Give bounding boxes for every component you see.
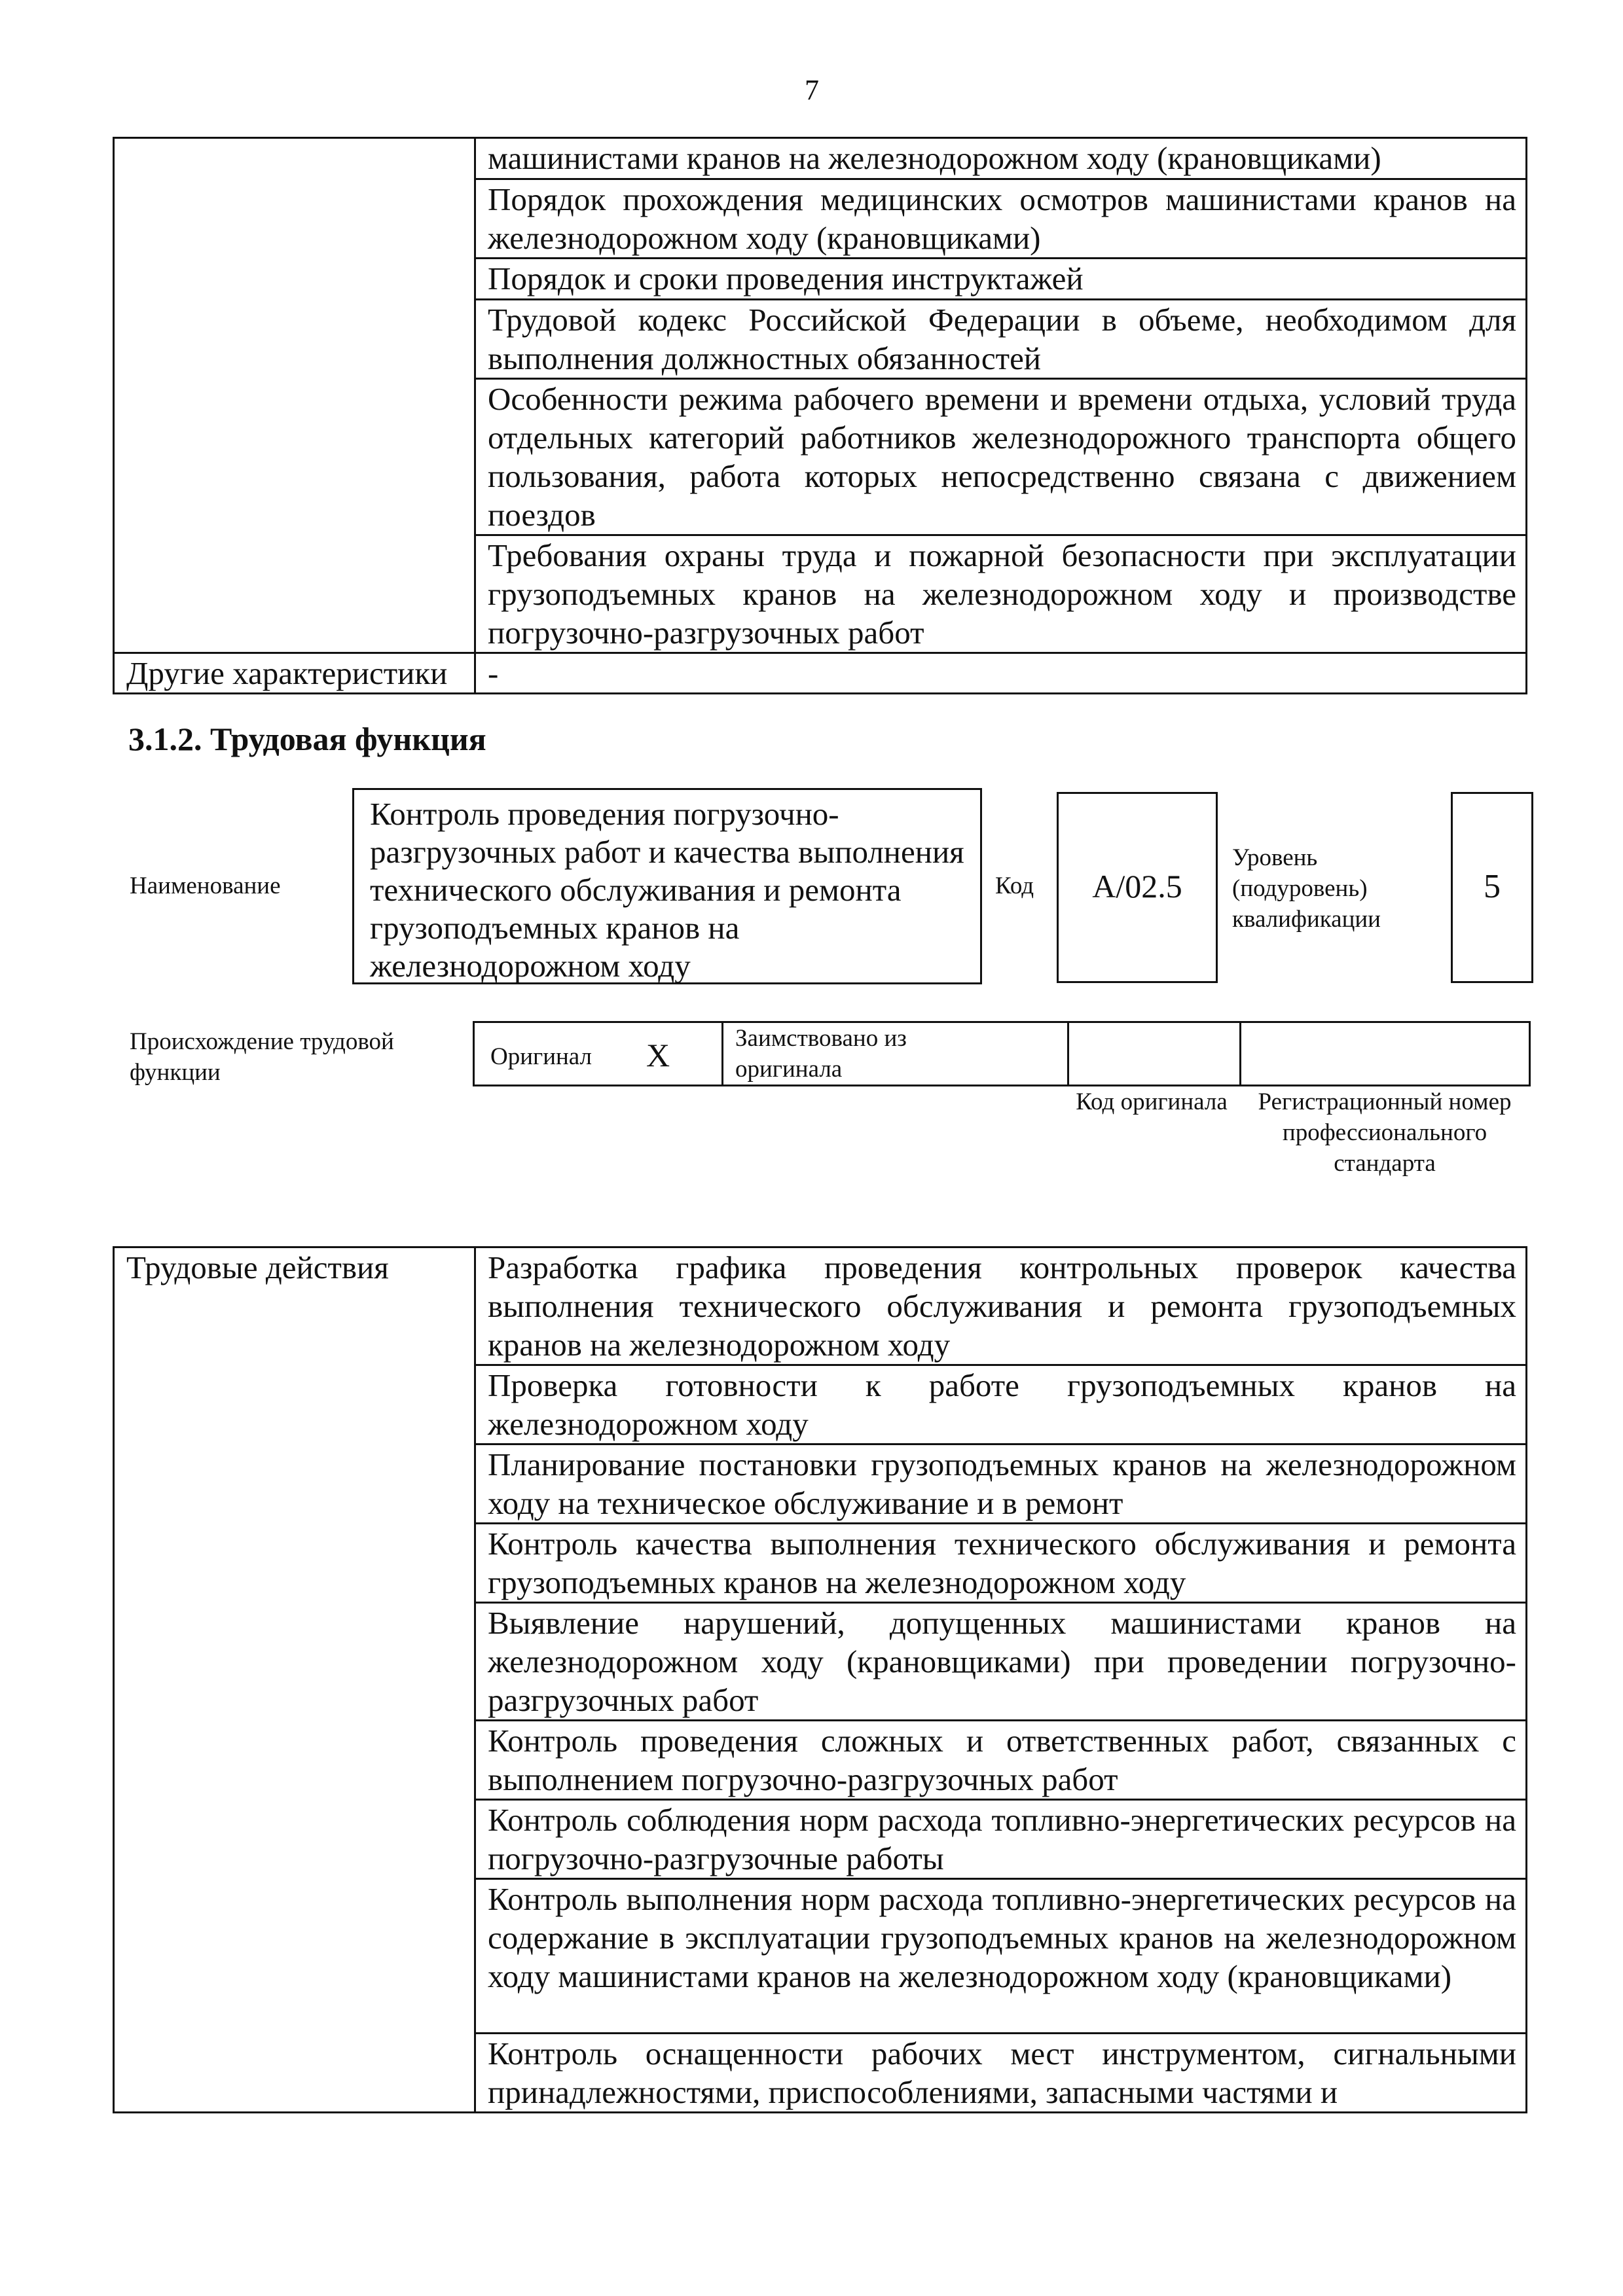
knowledge-table	[113, 137, 1527, 694]
knowledge-row: Порядок и сроки проведения инструктажей	[475, 259, 1527, 300]
function-name-value: Контроль проведения погрузочно-разгрузочных работ и качества выполнения технического обслуживания и ремонта грузоподъемных кранов на железнодорожном ходу	[370, 796, 964, 984]
knowledge-row: Порядок прохождения медицинских осмотров машинистами кранов на железнодорожном ходу (крановщиками)	[475, 179, 1527, 259]
other-characteristics-value: -	[475, 653, 1527, 694]
level-value: 5	[1484, 868, 1501, 905]
level-label: Уровень (подуровень) квалификации	[1232, 844, 1381, 933]
code-box	[1057, 792, 1218, 983]
original-mark: X	[646, 1037, 670, 1073]
action-row: Контроль оснащенности рабочих мест инструментом, сигнальными принадлежностями, приспособлениями, запасными частями и	[475, 2034, 1527, 2113]
name-label: Наименование	[130, 872, 281, 899]
section-heading: 3.1.2. Трудовая функция	[128, 721, 486, 757]
knowledge-row: Требования охраны труда и пожарной безопасности при эксплуатации грузоподъемных кранов на железнодорожном ходу и производстве погрузочно-разгрузочных работ	[475, 535, 1527, 653]
action-row: Разработка графика проведения контрольных проверок качества выполнения технического обслуживания и ремонта грузоподъемных кранов на железнодорожном ходу	[475, 1247, 1527, 1365]
action-row: Контроль качества выполнения технического обслуживания и ремонта грузоподъемных кранов на железнодорожном ходу	[475, 1524, 1527, 1603]
action-row: Проверка готовности к работе грузоподъемных кранов на железнодорожном ходу	[475, 1365, 1527, 1444]
code-original-caption: Код оригинала	[1076, 1088, 1228, 1115]
knowledge-row: машинистами кранов на железнодорожном ходу (крановщиками)	[475, 138, 1527, 179]
origin-divider	[1067, 1023, 1069, 1085]
knowledge-row: Особенности режима рабочего времени и времени отдыха, условий труда отдельных категорий работников железнодорожного транспорта общего пользования, работа которых непосредственно связана с движением поездов	[475, 379, 1527, 535]
action-row: Выявление нарушений, допущенных машинистами кранов на железнодорожном ходу (крановщиками) при проведении погрузочно-разгрузочных работ	[475, 1603, 1527, 1721]
code-value: A/02.5	[1092, 868, 1182, 905]
action-row: Контроль проведения сложных и ответственных работ, связанных с выполнением погрузочно-разгрузочных работ	[475, 1721, 1527, 1800]
actions-table	[113, 1246, 1527, 2113]
origin-label: Происхождение трудовой функции	[130, 1028, 394, 1086]
action-row: Контроль соблюдения норм расхода топливно-энергетических ресурсов на погрузочно-разгрузочные работы	[475, 1800, 1527, 1879]
action-row: Контроль выполнения норм расхода топливно-энергетических ресурсов на содержание в эксплуатации грузоподъемных кранов на железнодорожном ходу машинистами кранов на железнодорожном ходу (крановщиками)	[475, 1879, 1527, 2034]
origin-divider	[721, 1023, 723, 1085]
function-name-box	[352, 788, 982, 984]
knowledge-row: Трудовой кодекс Российской Федерации в объеме, необходимом для выполнения должностных обязанностей	[475, 300, 1527, 379]
origin-divider	[1239, 1023, 1241, 1085]
origin-box	[473, 1021, 1531, 1086]
reg-number-caption: Регистрационный номер профессионального стандарта	[1258, 1088, 1512, 1177]
knowledge-left-cell	[114, 138, 475, 653]
level-box	[1451, 792, 1533, 983]
borrowed-label: Заимствовано из оригинала	[735, 1025, 907, 1083]
code-label: Код	[995, 872, 1034, 899]
page-number: 7	[805, 74, 819, 106]
action-row: Планирование постановки грузоподъемных кранов на железнодорожном ходу на техническое обслуживание и в ремонт	[475, 1444, 1527, 1524]
original-label: Оригинал	[490, 1043, 593, 1070]
actions-label: Трудовые действия	[114, 1247, 475, 2113]
other-characteristics-label: Другие характеристики	[114, 653, 475, 694]
